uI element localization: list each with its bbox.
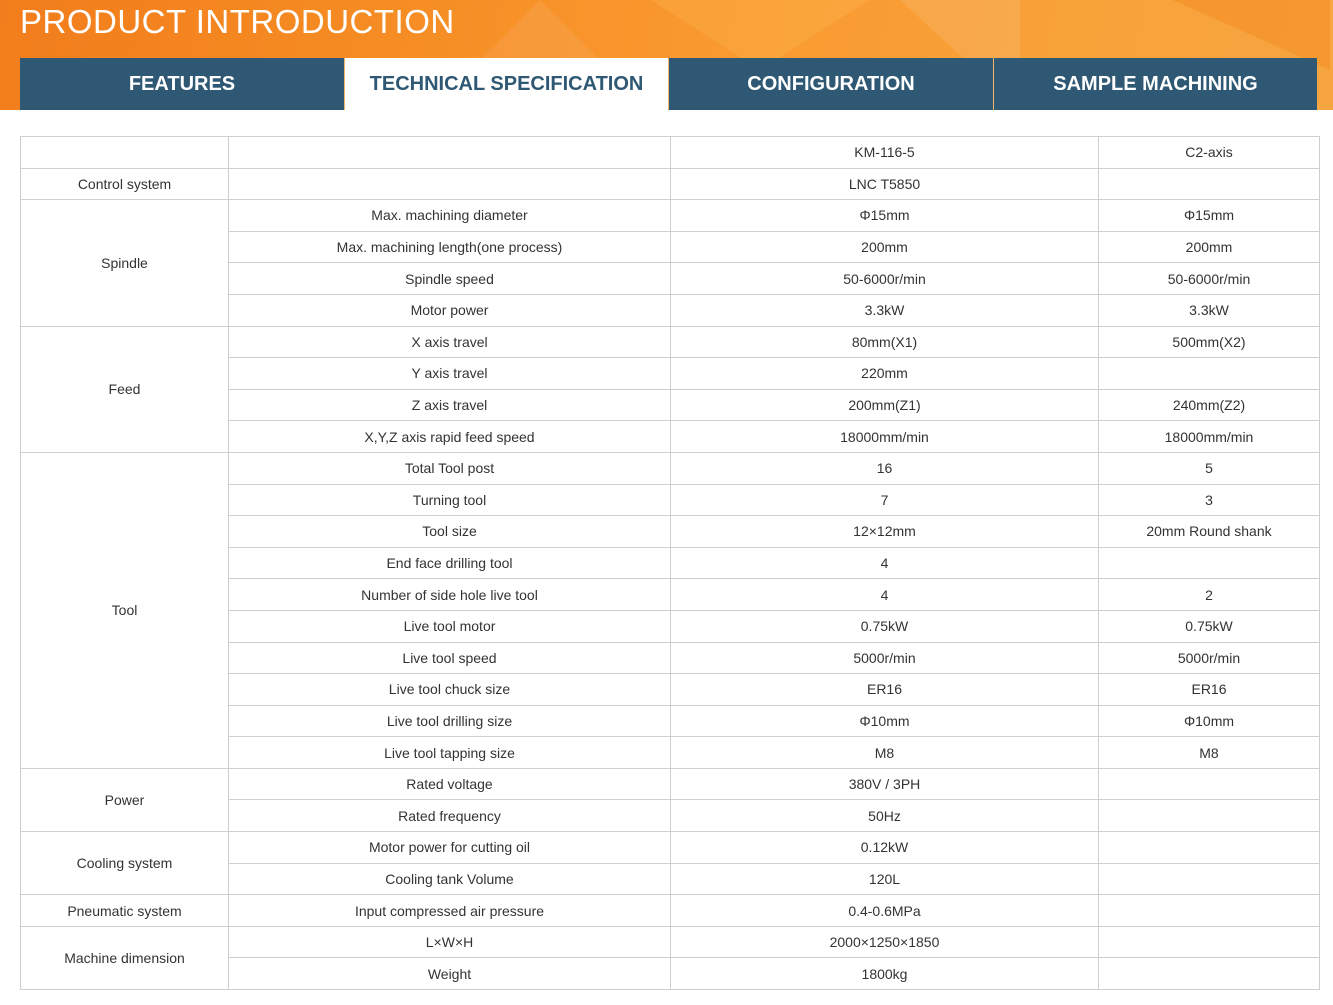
parameter-cell: Tool size [229,516,671,548]
option-header: C2-axis [1099,137,1320,169]
parameter-cell: X axis travel [229,326,671,358]
value-cell: 0.4-0.6MPa [671,895,1099,927]
option-value-cell: 3 [1099,484,1320,516]
parameter-cell: Max. machining diameter [229,200,671,232]
value-cell: 1800kg [671,958,1099,990]
option-value-cell [1099,895,1320,927]
table-row [21,832,1320,864]
value-cell: 4 [671,579,1099,611]
value-cell: 18000mm/min [671,421,1099,453]
option-value-cell: 20mm Round shank [1099,516,1320,548]
value-cell: 0.75kW [671,610,1099,642]
value-cell: Φ10mm [671,705,1099,737]
parameter-cell [229,168,671,200]
table-cell [229,137,671,169]
row-group-label: Power [21,768,229,831]
tab-configuration[interactable]: CONFIGURATION [668,58,993,110]
row-group-label: Cooling system [21,832,229,895]
table-row [21,168,1320,200]
parameter-cell: Z axis travel [229,389,671,421]
option-value-cell [1099,800,1320,832]
value-cell: 200mm(Z1) [671,389,1099,421]
model-header: KM-116-5 [671,137,1099,169]
parameter-cell: Total Tool post [229,452,671,484]
option-value-cell: 3.3kW [1099,294,1320,326]
parameter-cell: Live tool drilling size [229,705,671,737]
parameter-cell: Rated voltage [229,768,671,800]
option-value-cell: 500mm(X2) [1099,326,1320,358]
option-value-cell [1099,863,1320,895]
option-value-cell [1099,547,1320,579]
option-value-cell: ER16 [1099,674,1320,706]
option-value-cell: 5000r/min [1099,642,1320,674]
parameter-cell: Cooling tank Volume [229,863,671,895]
option-value-cell [1099,768,1320,800]
value-cell: 80mm(X1) [671,326,1099,358]
value-cell: 5000r/min [671,642,1099,674]
row-group-label: Feed [21,326,229,452]
table-row [21,452,1320,484]
value-cell: 2000×1250×1850 [671,926,1099,958]
parameter-cell: X,Y,Z axis rapid feed speed [229,421,671,453]
table-row [21,926,1320,958]
option-value-cell: 18000mm/min [1099,421,1320,453]
spec-table-body [21,137,1320,990]
option-value-cell: 240mm(Z2) [1099,389,1320,421]
option-value-cell [1099,958,1320,990]
value-cell: 3.3kW [671,294,1099,326]
value-cell: LNC T5850 [671,168,1099,200]
parameter-cell: Live tool chuck size [229,674,671,706]
value-cell: Φ15mm [671,200,1099,232]
parameter-cell: Y axis travel [229,358,671,390]
value-cell: 380V / 3PH [671,768,1099,800]
parameter-cell: Spindle speed [229,263,671,295]
row-group-label: Machine dimension [21,926,229,989]
parameter-cell: Live tool motor [229,610,671,642]
parameter-cell: Input compressed air pressure [229,895,671,927]
parameter-cell: End face drilling tool [229,547,671,579]
option-value-cell: M8 [1099,737,1320,769]
page-title: PRODUCT INTRODUCTION [20,3,455,40]
value-cell: 0.12kW [671,832,1099,864]
parameter-cell: Weight [229,958,671,990]
value-cell: 7 [671,484,1099,516]
value-cell: 12×12mm [671,516,1099,548]
option-value-cell: 2 [1099,579,1320,611]
option-value-cell: 50-6000r/min [1099,263,1320,295]
value-cell: 220mm [671,358,1099,390]
option-value-cell: Φ15mm [1099,200,1320,232]
value-cell: M8 [671,737,1099,769]
row-group-label: Spindle [21,200,229,326]
option-value-cell [1099,358,1320,390]
parameter-cell: Motor power [229,294,671,326]
option-value-cell [1099,926,1320,958]
parameter-cell: Max. machining length(one process) [229,231,671,263]
tab-bar [20,58,1317,110]
parameter-cell: Live tool tapping size [229,737,671,769]
parameter-cell: Live tool speed [229,642,671,674]
value-cell: 4 [671,547,1099,579]
value-cell: 50Hz [671,800,1099,832]
option-value-cell: 200mm [1099,231,1320,263]
parameter-cell: Motor power for cutting oil [229,832,671,864]
parameter-cell: Number of side hole live tool [229,579,671,611]
spec-table [20,136,1320,990]
parameter-cell: Rated frequency [229,800,671,832]
value-cell: 16 [671,452,1099,484]
table-header-row [21,137,1320,169]
option-value-cell: Φ10mm [1099,705,1320,737]
row-group-label: Control system [21,168,229,200]
tab-features[interactable]: FEATURES [20,58,344,110]
table-cell [21,137,229,169]
option-value-cell: 0.75kW [1099,610,1320,642]
option-value-cell: 5 [1099,452,1320,484]
table-row [21,768,1320,800]
row-group-label: Tool [21,452,229,768]
value-cell: ER16 [671,674,1099,706]
value-cell: 120L [671,863,1099,895]
value-cell: 50-6000r/min [671,263,1099,295]
table-row [21,895,1320,927]
table-row [21,200,1320,232]
value-cell: 200mm [671,231,1099,263]
option-value-cell [1099,168,1320,200]
parameter-cell: Turning tool [229,484,671,516]
option-value-cell [1099,832,1320,864]
tab-sample-machining[interactable]: SAMPLE MACHINING [993,58,1317,110]
table-row [21,326,1320,358]
parameter-cell: L×W×H [229,926,671,958]
tab-technical-specification[interactable]: TECHNICAL SPECIFICATION [344,58,668,110]
row-group-label: Pneumatic system [21,895,229,927]
